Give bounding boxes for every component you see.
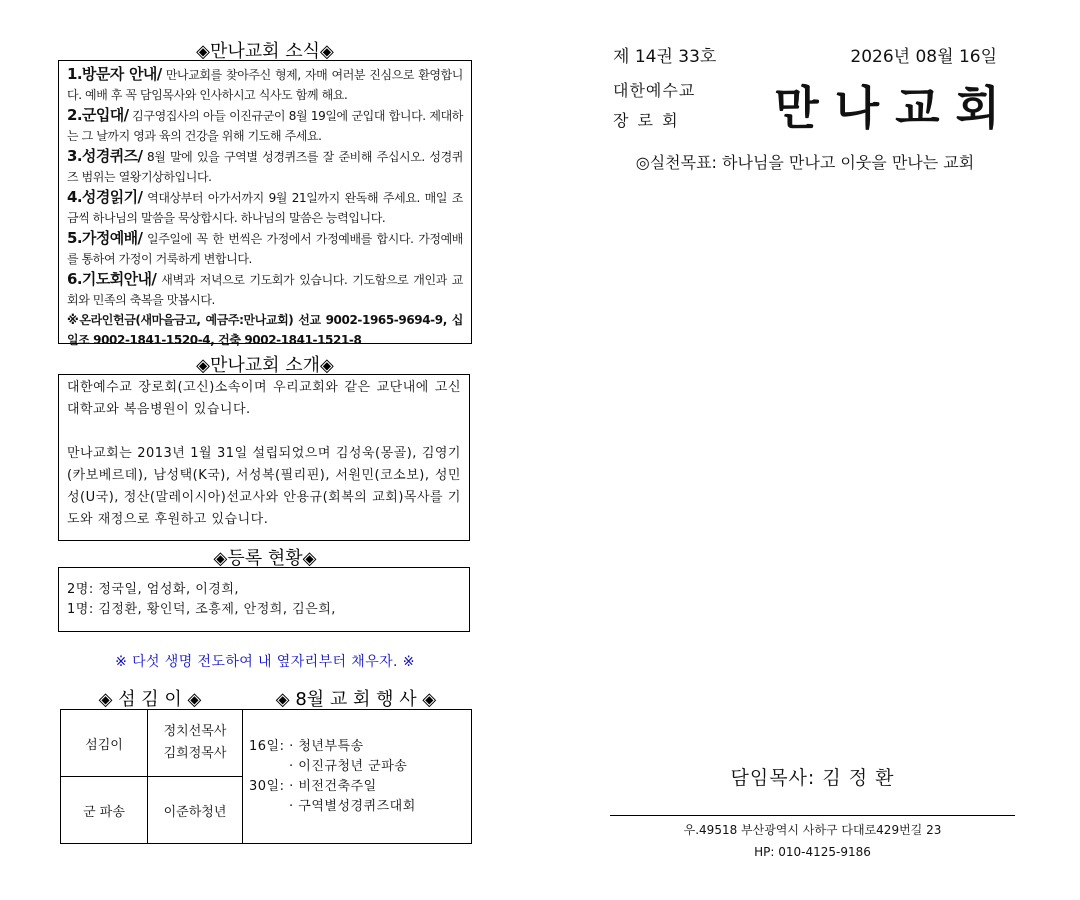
registration-line-2: 1명: 김정환, 황인덕, 조흥제, 안정희, 김은희,	[67, 602, 336, 617]
service-title: ◈ 섬 김 이 ◈	[98, 689, 202, 710]
intro-paragraph-1: 대한예수교 장로회(고신)소속이며 우리교회와 같은 교단내에 고신대학교와 복음병원이 있습니다.	[67, 380, 461, 417]
denomination-line-1: 대한예수교	[613, 81, 696, 100]
registration-box	[58, 567, 470, 632]
news-item-1: 1.방문자 안내/ 만나교회를 찾아주신 형제, 자매 여러분 진심으로 환영합니다. 예배 후 꼭 담임목사와 인사하시고 식사도 함께 해요.	[67, 65, 463, 102]
issue-date: 2026년 08월 16일	[850, 47, 997, 67]
practice-goal: ◎실천목표: 하나님을 만나고 이웃을 만나는 교회	[635, 153, 975, 172]
servant-name-1: 정치선목사	[163, 724, 227, 739]
denomination-line-2: 장 로 회	[613, 111, 680, 130]
church-address: 우.49518 부산광역시 사하구 다대로429번길 23	[683, 823, 942, 837]
servant-name-2: 김희정목사	[163, 746, 227, 761]
volume-number: 제 14권 33호	[613, 47, 717, 67]
event-line-4: · 구역별성경퀴즈대회	[289, 798, 416, 814]
senior-pastor: 담임목사: 김 정 환	[730, 767, 895, 789]
service-events-table	[60, 709, 472, 844]
events-cell	[243, 710, 472, 844]
news-item-4: 4.성경읽기/ 역대상부터 아가서까지 9월 21일까지 완독해 주세요. 매일 조금씩 하나님의 말씀을 묵상합시다. 하나님의 말씀은 능력입니다.	[67, 188, 463, 225]
servant-names	[148, 710, 243, 777]
events-title: ◈ 8월 교 회 행 사 ◈	[275, 689, 437, 710]
servant-label: 섬김이	[61, 710, 148, 777]
online-offering-note: ※온라인헌금(새마을금고, 예금주:만나교회) 선교 9002-1965-9694-9, 십일조 9002-1841-1520-4, 건축 9002-1841-1521-8	[67, 313, 463, 347]
intro-paragraph-2: 만나교회는 2013년 1월 31일 설립되었으며 김성욱(몽골), 김영기(카보베르데), 남성택(K국), 서성복(필리핀), 서원민(코소보), 성민성(U국), 정산(말레이시아)선교사와 안용규(회복의 교회)목사를 기도와 재정으로 후원하고 있습니다.	[67, 446, 461, 527]
news-item-2: 2.군입대/ 김구영집사의 아들 이진규군이 8월 19일에 군입대 합니다. 제대하는 그 날까지 영과 육의 건강을 위해 기도해 주세요.	[67, 106, 463, 143]
military-label: 군 파송	[61, 777, 148, 844]
event-line-2: · 이진규청년 군파송	[289, 758, 408, 774]
evangelism-slogan: ※ 다섯 생명 전도하여 내 옆자리부터 채우자. ※	[115, 654, 415, 670]
military-name: 이준하청년	[148, 777, 243, 844]
news-item-3: 3.성경퀴즈/ 8월 말에 있을 구역별 성경퀴즈를 잘 준비해 주십시오. 성경퀴즈 범위는 열왕기상하입니다.	[67, 147, 463, 184]
event-line-3: 30일: · 비전건축주일	[249, 778, 377, 794]
church-phone: HP: 010-4125-9186	[754, 845, 871, 859]
news-item-5: 5.가정예배/ 일주일에 꼭 한 번씩은 가정에서 가정예배를 합시다. 가정예배를 통하여 가정이 거룩하게 변합니다.	[67, 229, 463, 266]
registration-title: ◈등록 현황◈	[213, 548, 317, 569]
news-box	[58, 60, 472, 347]
news-item-6: 6.기도회안내/ 새벽과 저녁으로 기도회가 있습니다. 기도함으로 개인과 교회와 민족의 축복을 맛봅시다.	[67, 270, 463, 307]
intro-title: ◈만나교회 소개◈	[196, 355, 334, 376]
intro-box	[58, 374, 470, 541]
event-line-1: 16일: · 청년부특송	[249, 738, 364, 754]
news-title: ◈만나교회 소식◈	[196, 41, 334, 62]
church-name: 만 나 교 회	[774, 81, 1000, 135]
footer-divider	[610, 815, 1015, 816]
registration-line-1: 2명: 정국일, 엄성화, 이경희,	[67, 582, 240, 597]
